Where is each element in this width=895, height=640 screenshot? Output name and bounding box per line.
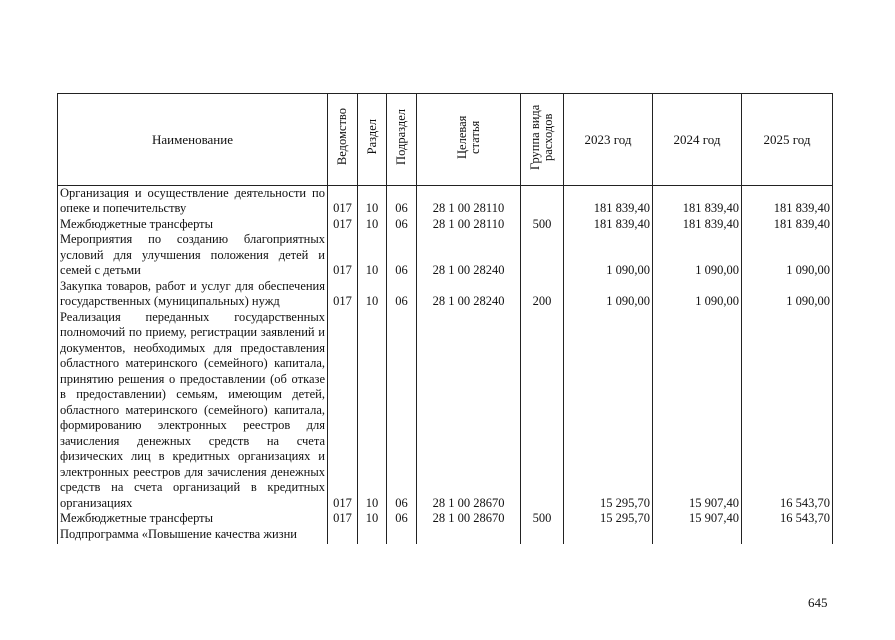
row-2023 [564,527,653,544]
header-year-2024: 2024 год [653,94,742,186]
row-podrazdel: 06 [387,232,417,279]
table-row [58,232,833,279]
row-razdel: 10 [358,279,387,310]
page-number: 645 [808,595,828,610]
row-2025: 181 839,40 [742,217,833,233]
row-ved: 017 [328,511,358,527]
row-celevaya: 28 1 00 28110 [417,185,521,217]
row-ved [328,527,358,544]
row-gruppa: 200 [521,279,564,310]
row-2025: 181 839,40 [742,185,833,217]
row-ved: 017 [328,217,358,233]
row-2024 [653,527,742,544]
row-2024: 1 090,00 [653,279,742,310]
row-2024: 1 090,00 [653,232,742,279]
header-podrazdel: Подраздел [387,94,417,186]
row-ved: 017 [328,232,358,279]
row-gruppa [521,527,564,544]
table-row [58,511,833,527]
row-ved: 017 [328,310,358,512]
row-name: Подпрограмма «Повышение качества жизни [58,527,328,544]
row-podrazdel: 06 [387,279,417,310]
row-2025: 16 543,70 [742,511,833,527]
row-name: Мероприятия по созданию благоприятных условий для улучшения положения детей и семей с детьми [58,232,328,279]
row-2025: 16 543,70 [742,310,833,512]
header-vedomstvo: Ведомство [328,94,358,186]
table-row [58,310,833,512]
row-gruppa [521,185,564,217]
row-2025: 1 090,00 [742,232,833,279]
row-podrazdel: 06 [387,185,417,217]
row-2023: 181 839,40 [564,185,653,217]
budget-table [57,93,833,544]
header-gruppa: Группа вида расходов [521,94,564,186]
header-row [58,94,833,186]
row-ved: 017 [328,185,358,217]
row-2023: 15 295,70 [564,310,653,512]
header-year-2025: 2025 год [742,94,833,186]
row-name: Межбюджетные трансферты [58,511,328,527]
row-celevaya: 28 1 00 28240 [417,279,521,310]
row-razdel [358,527,387,544]
table-row [58,185,833,217]
header-celevaya-statya: Целевая статья [417,94,521,186]
row-celevaya: 28 1 00 28670 [417,511,521,527]
row-2024: 181 839,40 [653,217,742,233]
row-celevaya: 28 1 00 28110 [417,217,521,233]
row-2025 [742,527,833,544]
row-name: Межбюджетные трансферты [58,217,328,233]
row-podrazdel: 06 [387,310,417,512]
table-row [58,217,833,233]
row-razdel: 10 [358,217,387,233]
row-2025: 1 090,00 [742,279,833,310]
row-2023: 1 090,00 [564,232,653,279]
header-name: Наименование [58,94,328,186]
table-row [58,527,833,544]
row-gruppa [521,232,564,279]
header-razdel: Раздел [358,94,387,186]
row-name: Закупка товаров, работ и услуг для обеспечения государственных (муниципальных) нужд [58,279,328,310]
row-gruppa: 500 [521,511,564,527]
row-name: Организация и осуществление деятельности по опеке и попечительству [58,185,328,217]
row-celevaya [417,527,521,544]
row-ved: 017 [328,279,358,310]
row-podrazdel: 06 [387,217,417,233]
row-2023: 181 839,40 [564,217,653,233]
row-gruppa [521,310,564,512]
row-podrazdel: 06 [387,511,417,527]
row-2023: 1 090,00 [564,279,653,310]
row-gruppa: 500 [521,217,564,233]
row-celevaya: 28 1 00 28670 [417,310,521,512]
row-razdel: 10 [358,232,387,279]
row-podrazdel [387,527,417,544]
row-razdel: 10 [358,511,387,527]
row-2023: 15 295,70 [564,511,653,527]
row-2024: 15 907,40 [653,511,742,527]
table-row [58,279,833,310]
row-2024: 15 907,40 [653,310,742,512]
row-celevaya: 28 1 00 28240 [417,232,521,279]
row-2024: 181 839,40 [653,185,742,217]
row-razdel: 10 [358,310,387,512]
row-razdel: 10 [358,185,387,217]
header-year-2023: 2023 год [564,94,653,186]
row-name: Реализация переданных государственных полномочий по приему, регистрации заявлений и документов, необходимых для предоставления областного материнского (семейного) капитала, принятию решения о предоставлении (об отказе в предоставлении) семьям, имеющим детей, областного материнского (семейного) капитала, формированию электронных реестров для зачисления денежных средств на счета физических лиц в кредитных организациях и электронных реестров для зачисления денежных средств на счета организаций в кредитных организациях [58,310,328,512]
